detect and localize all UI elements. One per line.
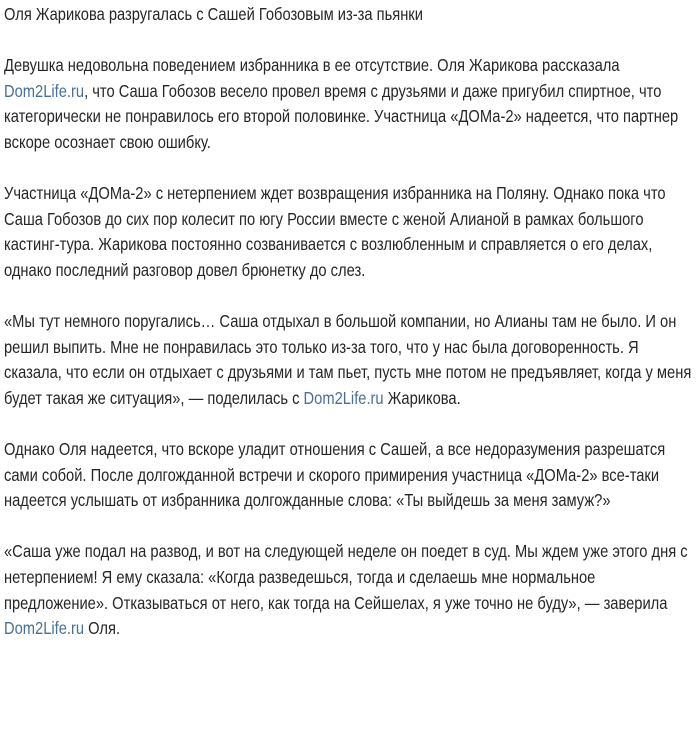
article-title: Оля Жарикова разругалась с Сашей Гобозовым из-за пьянки: [4, 4, 423, 24]
paragraph-4: Однако Оля надеется, что вскоре уладит отношения с Сашей, а все недоразумения разрешатся сами собой. После долгожданной встречи и скорого примирения участница «ДОМа-2» все-таки надеется услышать от избранника долгожданные слова: «Ты выйдешь за меня замуж?»: [4, 439, 666, 511]
paragraph-text: «Саша уже подал на развод, и вот на следующей неделе он поедет в суд. Мы ждем уже этого дня с нетерпением! Я ему сказала: «Когда разведешься, тогда и сделаешь мне нормальное предложение». Отказываться от него, как тогда на Сейшелах, я уже точно не буду», — заверила: [4, 541, 688, 613]
article: [4, 2, 693, 667]
paragraph-2: Участница «ДОМа-2» с нетерпением ждет возвращения избранника на Поляну. Однако пока что Саша Гобозов до сих пор колесит по югу России вместе с женой Алианой в рамках большого кастинг-тура. Жарикова постоянно созванивается с возлюбленным и справляется о его делах, однако последний разговор довел брюнетку до слез.: [4, 183, 666, 280]
paragraph-5-quote: [4, 539, 693, 641]
source-link[interactable]: Dom2Life.ru: [303, 387, 384, 408]
paragraph-text: «Мы тут немного поругались… Саша отдыхал в большой компании, но Алианы там не было. И он решил выпить. Мне не понравилась это только из-за того, что у нас была договоренность. Я сказала, что если он отдыхает с друзьями и там пьет, пусть мне потом не предъявляет, когда у меня будет такая же ситуация», — поделилась с: [4, 311, 692, 408]
paragraph-text: Жарикова.: [383, 387, 461, 408]
paragraph-3-quote: [4, 309, 693, 411]
paragraph-1: [4, 53, 693, 155]
paragraph-text: Оля.: [84, 618, 121, 639]
source-link[interactable]: Dom2Life.ru: [4, 80, 85, 101]
source-link[interactable]: Dom2Life.ru: [4, 618, 85, 639]
paragraph-text: Девушка недовольна поведением избранника в ее отсутствие. Оля Жарикова рассказала: [4, 55, 620, 76]
paragraph-text: , что Саша Гобозов весело провел время с друзьями и даже пригубил спиртное, что категорически не понравилось его второй половинке. Участница «ДОМа-2» надеется, что партнер вскоре осознает свою ошибку.: [4, 80, 679, 152]
